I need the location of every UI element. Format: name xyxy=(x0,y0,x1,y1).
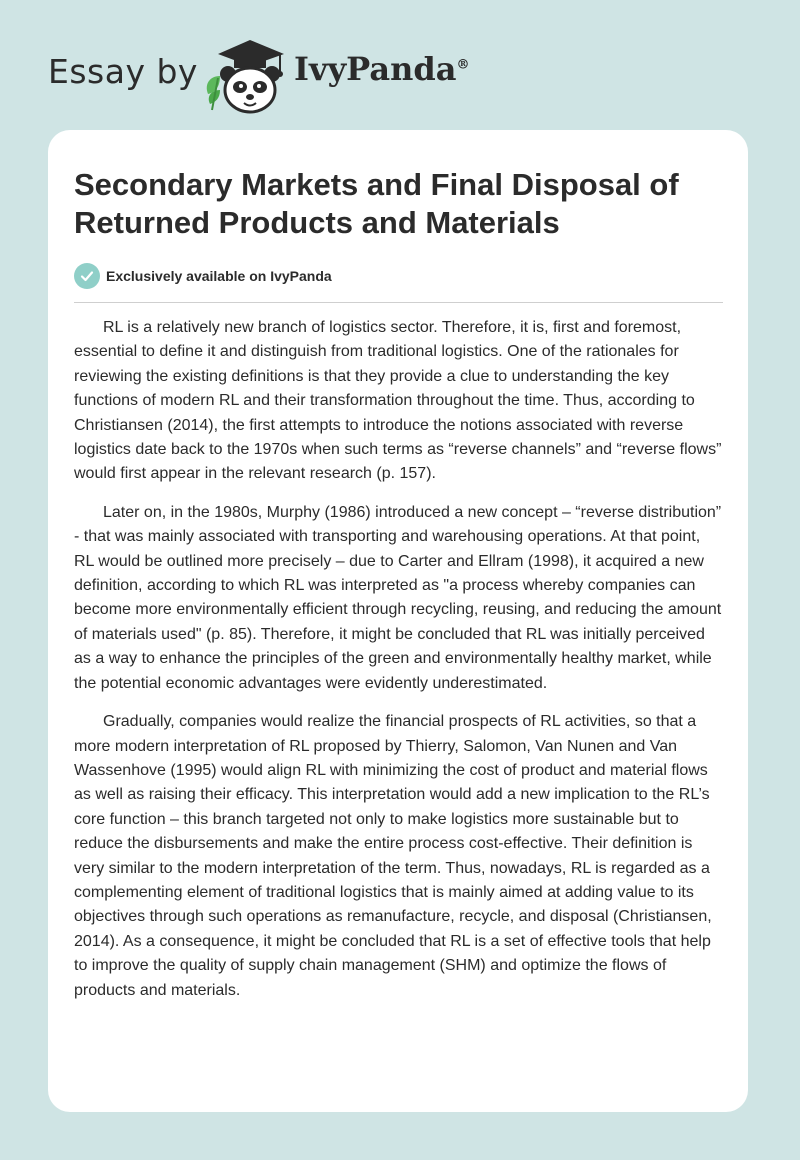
check-icon xyxy=(74,263,100,289)
paragraph: Later on, in the 1980s, Murphy (1986) introduced a new concept – “reverse distribution” - that was mainly associated with transporting and warehousing operations. At that point, RL would be outlined more precisely – due to Carter and Ellram (1998), it acquired a new definition, according to which RL was interpreted as "a process whereby companies can become more environmentally efficient through recycling, reusing, and reducing the amount of materials used" (p. 85). Therefore, it might be concluded that RL was initially perceived as a way to enhance the principles of the green and environmentally healthy market, while the potential economic advantages were evidently underestimated. xyxy=(74,503,722,692)
exclusive-badge xyxy=(74,262,332,290)
divider xyxy=(74,302,723,303)
paragraph: RL is a relatively new branch of logistics sector. Therefore, it is, first and foremost, essential to define it and distinguish from traditional logistics. One of the rationales for reviewing the existing definitions is that they provide a clue to understanding the key functions of modern RL and their transformation throughout the time. Thus, according to Christiansen (2014), the first attempts to introduce the notions associated with reverse logistics date back to the 1970s when such terms as “reverse channels” and “reverse flows” would first appear in the relevant research (p. 157). xyxy=(74,319,722,483)
brand-name[interactable]: IvyPanda® xyxy=(294,50,470,88)
essay-by-label: Essay by xyxy=(48,52,198,91)
page-title: Secondary Markets and Final Disposal of Returned Products and Materials xyxy=(74,167,679,240)
panda-graduate-logo-icon[interactable] xyxy=(200,32,292,118)
essay-body xyxy=(74,316,724,1017)
essay-card xyxy=(48,130,748,1112)
exclusive-badge-label: Exclusively available on IvyPanda xyxy=(106,268,332,284)
site-header xyxy=(48,28,508,118)
paragraph: Gradually, companies would realize the financial prospects of RL activities, so that a more modern interpretation of RL proposed by Thierry, Salomon, Van Nunen and Van Wassenhove (1995) would align RL with minimizing the cost of product and material flows as well as raising their efficacy. This interpretation would add a new implication to the RL’s core function – this branch targeted not only to make logistics more sustainable but to reduce the disbursements and make the entire process cost-effective. Their definition is very similar to the modern interpretation of the term. Thus, nowadays, RL is regarded as a complementing element of traditional logistics that is mainly aimed at adding value to its objectives through such operations as remanufacture, recycle, and disposal (Christiansen, 2014). As a consequence, it might be concluded that RL is a set of effective tools that help to improve the quality of supply chain management (SHM) and optimize the flows of products and materials. xyxy=(74,713,712,999)
